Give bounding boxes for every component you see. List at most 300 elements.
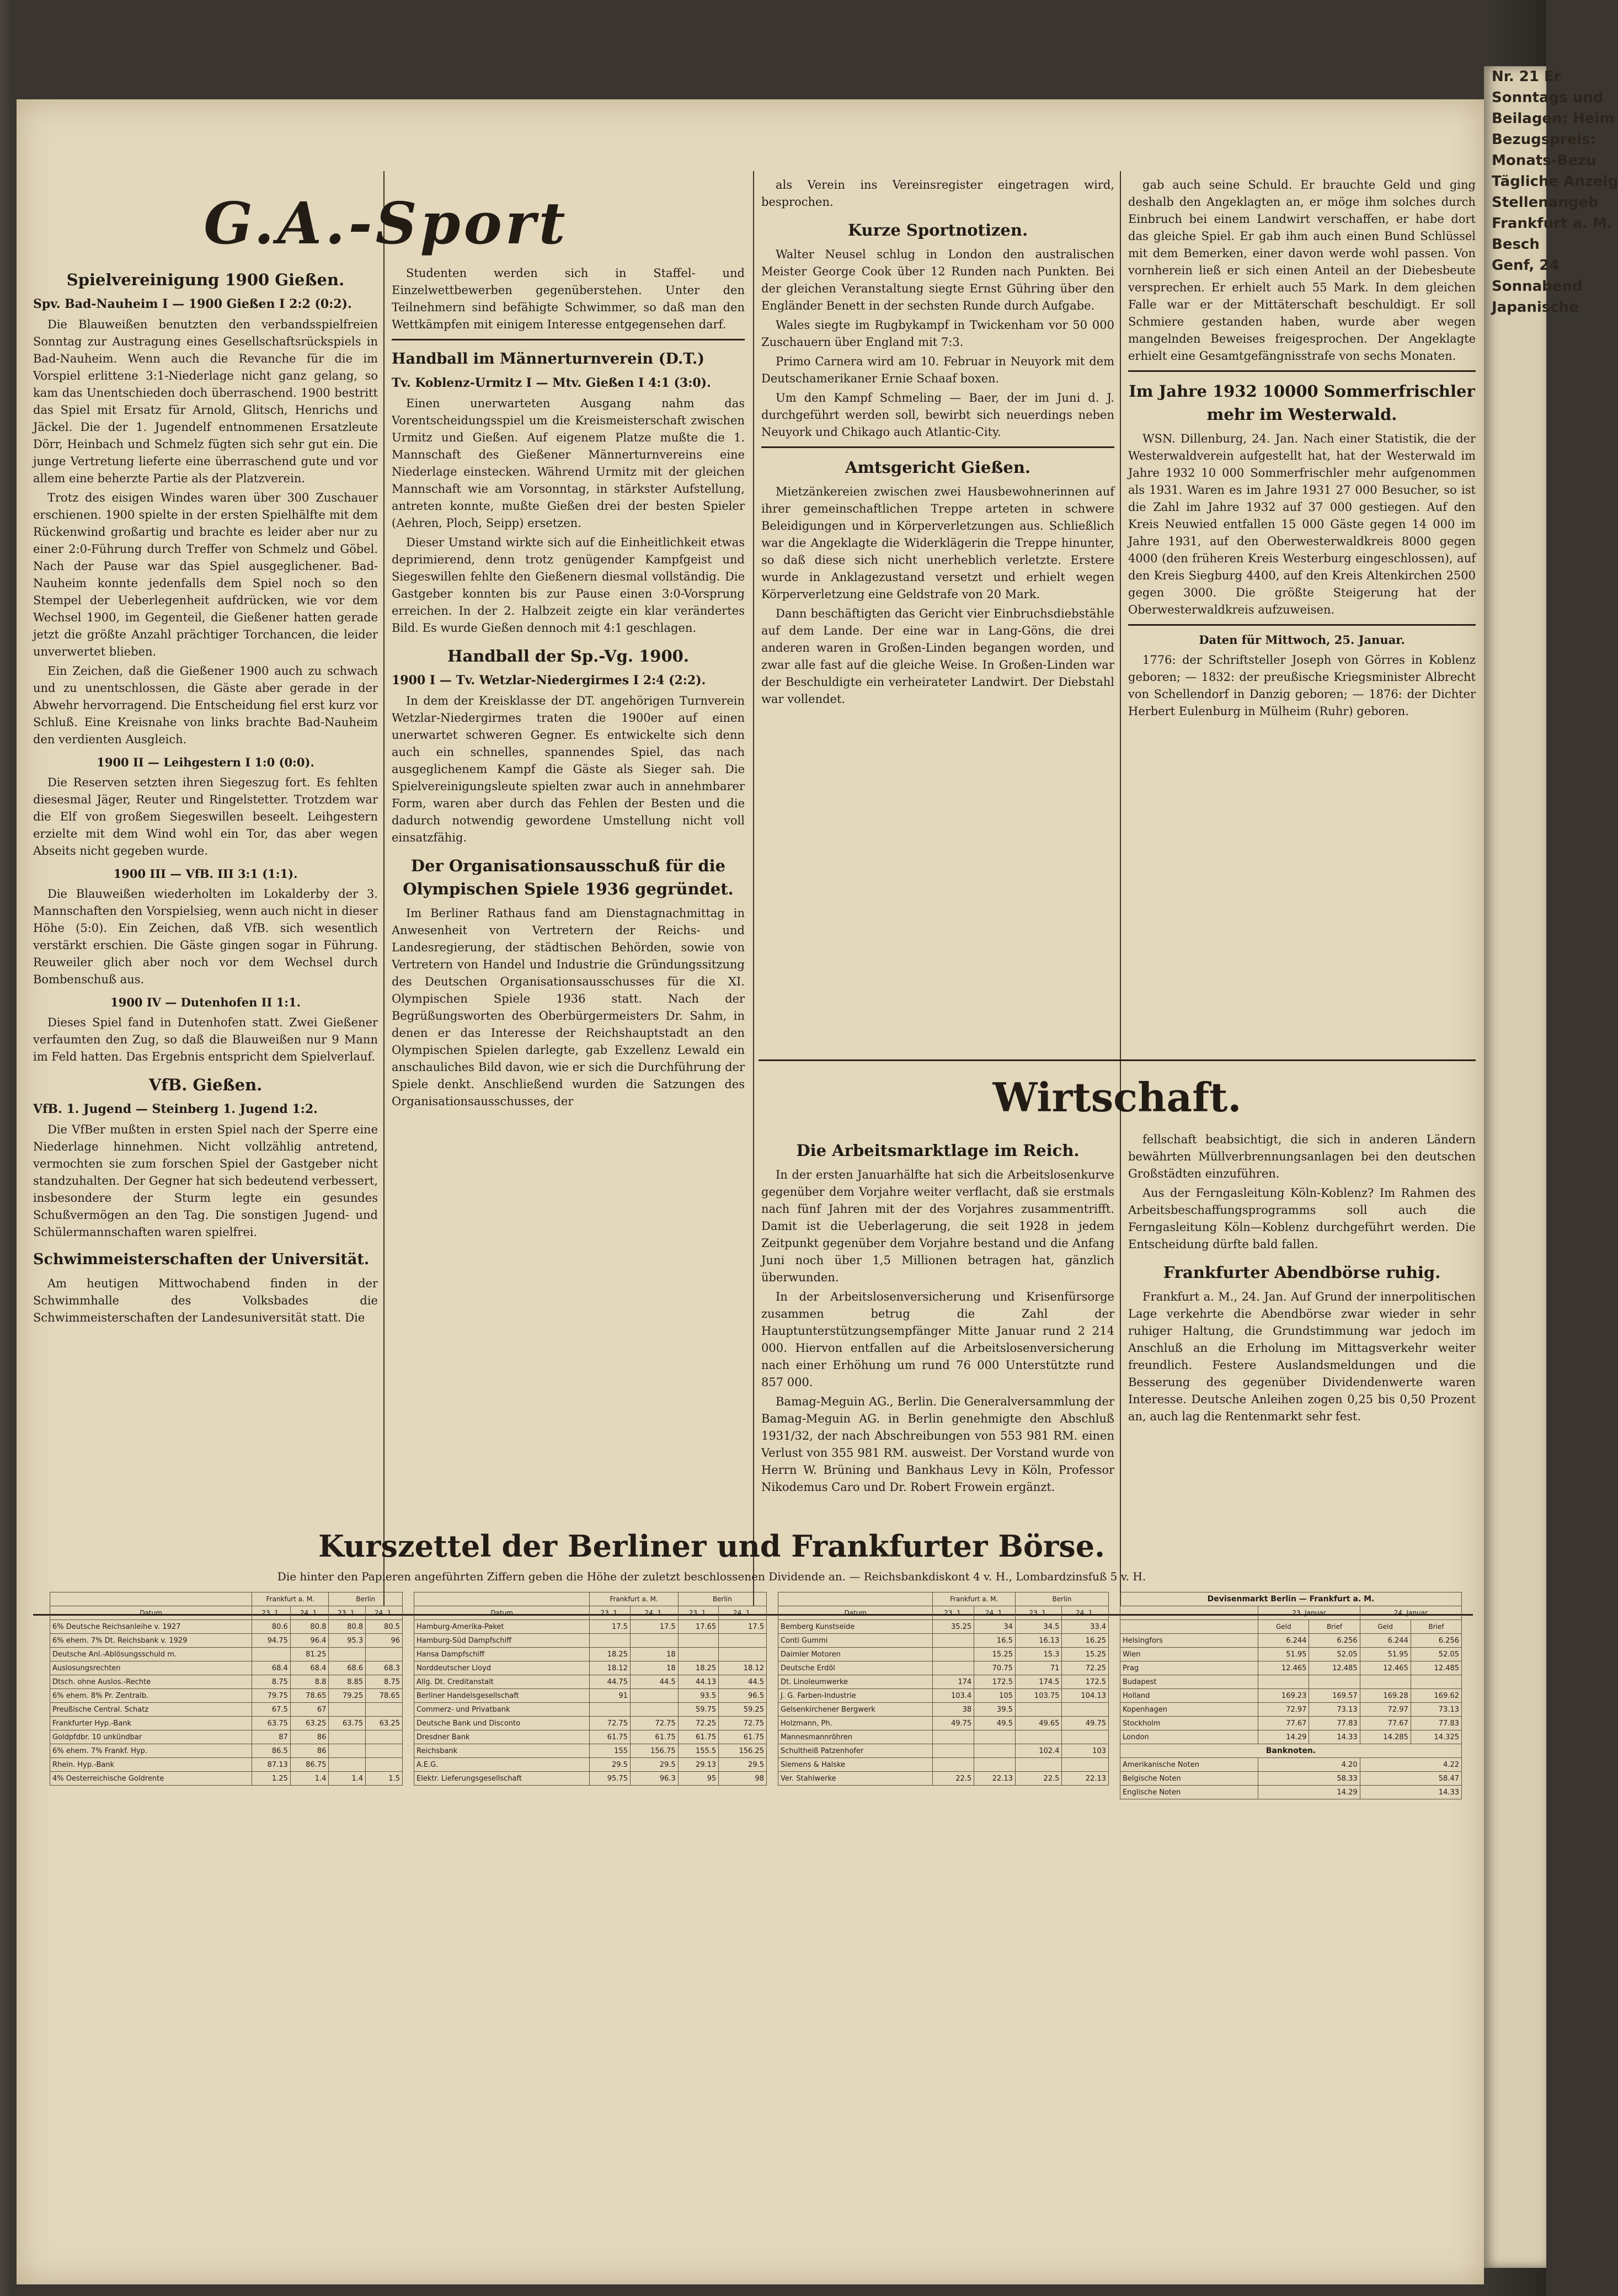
table-cell: 35.25	[933, 1620, 974, 1634]
table-cell: 15.25	[1062, 1648, 1109, 1661]
table-cell: 96	[366, 1634, 403, 1648]
article-text: Primo Carnera wird am 10. Februar in Neuyork mit dem Deutschamerikaner Ernie Schaaf boxen.	[761, 355, 1114, 385]
table-cell	[678, 1634, 719, 1648]
article-text: 1900 IV — Dutenhofen II 1:1.	[110, 995, 301, 1009]
table-cell: 51.95	[1360, 1648, 1411, 1661]
table-cell: 73.13	[1309, 1703, 1360, 1717]
table-cell	[1015, 1730, 1062, 1744]
table-cell	[1062, 1703, 1109, 1717]
table-cell: Schultheiß Patzenhofer	[778, 1744, 933, 1758]
table-cell: 155	[590, 1744, 631, 1758]
table-cell: 52.05	[1309, 1648, 1360, 1661]
table-cell: 18.12	[719, 1661, 767, 1675]
table-cell	[630, 1703, 678, 1717]
table-cell: 169.28	[1360, 1689, 1411, 1703]
table-cell: 44.5	[719, 1675, 767, 1689]
table-cell: Datum	[778, 1606, 933, 1620]
edge-text: Monats-Bezu	[1492, 152, 1596, 169]
table-cell: 18.12	[590, 1661, 631, 1675]
table-cell	[252, 1648, 291, 1661]
article-text: In der ersten Januarhälfte hat sich die Arbeitslosenkurve gegenüber dem Vorjahre weiter verflacht, daß sie erstmals nach fünf Jahren mit der des Vorjahres zusammentrifft. Damit ist die Ueberlagerung, die seit 1928 in jedem Zeitpunkt gegenüber dem Vorjahre bestand und die Anfang Juni noch über 1,5 Millionen betragen hat, gänzlich überwunden.	[761, 1168, 1114, 1284]
table-cell	[974, 1744, 1016, 1758]
table-cell: 174	[933, 1675, 974, 1689]
table-cell: 72.25	[678, 1717, 719, 1730]
table-cell: Norddeutscher Lloyd	[414, 1661, 590, 1675]
table-cell: 1.25	[252, 1772, 291, 1786]
table-cell: 77.83	[1309, 1717, 1360, 1730]
table-cell: Brief	[1411, 1620, 1461, 1634]
devisen-table	[1120, 1592, 1462, 1799]
table-cell: 72.97	[1360, 1703, 1411, 1717]
table-cell: Wien	[1120, 1648, 1258, 1661]
wirtschaft-header	[761, 1068, 1473, 1128]
article-text: Spv. Bad-Nauheim I — 1900 Gießen I 2:2 (0:2).	[33, 297, 352, 311]
table-cell: Auslosungsrechten	[50, 1661, 252, 1675]
table-cell: Datum	[50, 1606, 252, 1620]
article-text: Dieses Spiel fand in Dutenhofen statt. Zwei Gießener verfaumten den Zug, so daß die Blauweißen nur 9 Mann im Feld hatten. Das Ergebnis entspricht dem Spielverlauf.	[33, 1016, 378, 1063]
table-cell: 70.75	[974, 1661, 1016, 1675]
table-cell: 17.5	[630, 1620, 678, 1634]
table-cell: 23. 1.	[590, 1606, 631, 1620]
table-cell: A.E.G.	[414, 1758, 590, 1772]
table-cell: 169.23	[1258, 1689, 1309, 1703]
table-cell: 6% ehem. 7% Dt. Reichsbank v. 1929	[50, 1634, 252, 1648]
table-cell: 52.05	[1411, 1648, 1461, 1661]
article-text: Frankfurt a. M., 24. Jan. Auf Grund der innerpolitischen Lage verkehrte die Abendbörse zwar wieder in sehr ruhiger Haltung, die Grundstimmung war jedoch im Anschluß an die Erholung im Mittagsverkehr weiter freundlich. Festere Auslandsmeldungen und die Besserung des gegenüber Dividendenwerte waren Interesse. Deutsche Anleihen zogen 0,25 bis 0,50 Prozent an, auch lag die Rentenmarkt sehr fest.	[1128, 1290, 1476, 1423]
table-cell: 61.75	[630, 1730, 678, 1744]
table-cell: 12.465	[1360, 1661, 1411, 1675]
column-rule	[383, 171, 385, 1606]
sport-masthead: G.A.-Sport	[204, 189, 569, 257]
table-cell: 14.325	[1411, 1730, 1461, 1744]
article-text: Die Blauweißen benutzten den verbandsspielfreien Sonntag zur Austragung eines Gesellschaftsrückspiels in Bad-Nauheim. Wenn auch die Revanche für die im Vorspiel erlittene 3:1-Niederlage nicht ganz gelang, so kam das Unentschieden doch überraschend. 1900 bestritt das Spiel mit Ersatz für Arnold, Glitsch, Henrichs und Jäckel. Die der 1. Jugendelf entnommenen Ersatzleute Dörr, Heinbach und Schmelz fügten sich sehr gut ein. Die junge Vertretung lieferte eine überraschend gute und vor allem eine beherzte Partie als der Platzverein.	[33, 318, 378, 485]
article-text: Handball im Männerturnverein (D.T.)	[392, 350, 704, 367]
table-cell: Siemens & Halske	[778, 1758, 933, 1772]
article-text: 1776: der Schriftsteller Joseph von Görres in Koblenz geboren; — 1832: der preußische Kriegsminister Albrecht von Schellendorf in Danzig geboren; — 1876: der Dichter Herbert Eulenburg in Mülheim (Ruhr) geboren.	[1128, 653, 1476, 718]
table-cell: Frankfurt a. M.	[252, 1592, 329, 1606]
table-cell: 18.25	[590, 1648, 631, 1661]
table-cell: 95	[678, 1772, 719, 1786]
table-cell: Berliner Handelsgesellschaft	[414, 1689, 590, 1703]
table-cell: Geld	[1360, 1620, 1411, 1634]
table-cell: 77.67	[1360, 1717, 1411, 1730]
article-text: Die VfBer mußten in ersten Spiel nach der Sperre eine Niederlage hinnehmen. Nicht vollzählig antretend, vermochten sie zum forschen Spiel der Gastgeber nicht standzuhalten. Der Gegner hat sich bedeutend verbessert, insbesondere der Sturm legte ein gesundes Schußvermögen an den Tag. Die sonstigen Jugend- und Schülermannschaften waren spielfrei.	[33, 1123, 378, 1239]
table-cell: Berlin	[678, 1592, 766, 1606]
table-cell: 22.5	[933, 1772, 974, 1786]
table-cell: 103	[1062, 1744, 1109, 1758]
table-cell: 29.5	[719, 1758, 767, 1772]
table-cell: 169.57	[1309, 1689, 1360, 1703]
table-cell	[329, 1744, 366, 1758]
table-cell: 15.25	[974, 1648, 1016, 1661]
table-cell	[1411, 1675, 1461, 1689]
article-text	[392, 339, 745, 340]
article-text: In der Arbeitslosenversicherung und Krisenfürsorge zusammen betrug die Zahl der Hauptunterstützungsempfänger Mitte Januar rund 2 214 000. Hiervon entfallen auf die Arbeitslosenversicherung nach einer Erhöhung um rund 76 000 Unterstützte rund 857 000.	[761, 1290, 1114, 1389]
table-cell: 17.5	[590, 1620, 631, 1634]
article-text: als Verein ins Vereinsregister eingetragen wird, besprochen.	[761, 178, 1114, 209]
table-cell: 87.13	[252, 1758, 291, 1772]
table-cell	[933, 1730, 974, 1744]
article-text: Im Jahre 1932 10000 Sommerfrischler mehr im Westerwald.	[1129, 382, 1475, 424]
table-cell: Holland	[1120, 1689, 1258, 1703]
table-cell: 77.83	[1411, 1717, 1461, 1730]
table-cell: Kopenhagen	[1120, 1703, 1258, 1717]
table-cell: Ver. Stahlwerke	[778, 1772, 933, 1786]
table-cell: Belgische Noten	[1120, 1772, 1258, 1786]
table-cell: 67.5	[252, 1703, 291, 1717]
table-cell: 24. 1.	[290, 1606, 329, 1620]
table-cell: 78.65	[290, 1689, 329, 1703]
table-cell: 156.75	[630, 1744, 678, 1758]
table-cell: J. G. Farben-Industrie	[778, 1689, 933, 1703]
article-text: fellschaft beabsichtigt, die sich in anderen Ländern bewährten Müllverbrennungsanlagen bei den deutschen Großstädten einzuführen.	[1128, 1133, 1476, 1180]
edge-text: Frankfurt a. M.	[1492, 215, 1612, 232]
table-cell: 156.25	[719, 1744, 767, 1758]
table-cell	[719, 1648, 767, 1661]
table-cell: 103.75	[1015, 1689, 1062, 1703]
table-cell: 14.29	[1258, 1730, 1309, 1744]
table-cell: 33.4	[1062, 1620, 1109, 1634]
table-cell: 16.25	[1062, 1634, 1109, 1648]
table-cell: Rhein. Hyp.-Bank	[50, 1758, 252, 1772]
table-cell: 67	[290, 1703, 329, 1717]
table-cell: 172.5	[974, 1675, 1016, 1689]
kurs-table-3	[778, 1592, 1109, 1786]
table-cell: 77.67	[1258, 1717, 1309, 1730]
table-cell: 103.4	[933, 1689, 974, 1703]
article-text: Dieser Umstand wirkte sich auf die Einheitlichkeit etwas deprimierend, denn trotz genügender Kampfgeist und Siegeswillen fehlte den Gießenern diesmal vollständig. Die Gastgeber konnten bis zur Pause einen 3:0-Vorsprung erreichen. In der 2. Halbzeit zeigte ein klar verändertes Bild. Es wurde Gießen dennoch mit 4:1 geschlagen.	[392, 536, 745, 635]
edge-text: Besch	[1492, 236, 1540, 253]
table-cell: 72.75	[719, 1717, 767, 1730]
table-cell: Stockholm	[1120, 1717, 1258, 1730]
table-cell: 86	[290, 1730, 329, 1744]
table-cell: 68.4	[290, 1661, 329, 1675]
table-cell: 23. 1.	[678, 1606, 719, 1620]
table-cell: 12.485	[1309, 1661, 1360, 1675]
article-text: Dann beschäftigten das Gericht vier Einbruchsdiebstähle auf dem Lande. Der eine war in Lang-Göns, die drei anderen waren in Großen-Linden begangen worden, und zwar alle fast auf die gleiche Weise. In Großen-Linden war der Beschuldigte ein verheirateter Landwirt. Der Diebstahl war vollendet.	[761, 607, 1114, 706]
table-cell: Prag	[1120, 1661, 1258, 1675]
edge-text: Tägliche Anzeig	[1492, 173, 1618, 190]
table-cell	[933, 1634, 974, 1648]
kurs-table-2	[414, 1592, 767, 1786]
article-text: Die Blauweißen wiederholten im Lokalderby der 3. Mannschaften den Vorspielsieg, wenn auch nicht in dieser Höhe (5:0). Ein Zeichen, daß VfB. sich wesentlich verstärkt erschien. Die Gäste gingen sogar in Führung. Reuweiler glich aber noch vor dem Wechsel durch Bombenschuß aus.	[33, 887, 378, 986]
table-cell: 6.244	[1258, 1634, 1309, 1648]
table-cell: Elektr. Lieferungsgesellschaft	[414, 1772, 590, 1786]
section-rule	[759, 1059, 1476, 1061]
table-cell: Allg. Dt. Creditanstalt	[414, 1675, 590, 1689]
table-cell	[933, 1648, 974, 1661]
table-cell	[630, 1634, 678, 1648]
article-text: Die Arbeitsmarktlage im Reich.	[796, 1141, 1080, 1160]
table-cell	[366, 1648, 403, 1661]
table-cell: 104.13	[1062, 1689, 1109, 1703]
table-cell: 61.75	[678, 1730, 719, 1744]
table-cell: Bemberg Kunstseide	[778, 1620, 933, 1634]
table-cell: 12.485	[1411, 1661, 1461, 1675]
table-cell: 49.5	[974, 1717, 1016, 1730]
article-text: In dem der Kreisklasse der DT. angehörigen Turnverein Wetzlar-Niedergirmes traten die 1900er auf einen unerwartet schweren Gegner. Es entwickelte sich denn auch ein schnelles, spannendes Spiel, das nach ausgeglichenem Kampf die Gäste als Sieger sah. Die Spielvereinigungsleute spielten zwar auch in annehmbarer Form, waren aber durch das Fehlen der Besten und die dadurch notwendig gewordene Umstellung nicht voll einsatzfähig.	[392, 694, 745, 844]
table-cell: 29.5	[590, 1758, 631, 1772]
edge-text: Beilagen: Heim	[1492, 110, 1615, 127]
table-cell: Deutsche Bank und Disconto	[414, 1717, 590, 1730]
table-cell: 80.6	[252, 1620, 291, 1634]
table-cell	[329, 1648, 366, 1661]
table-cell: 23. 1.	[933, 1606, 974, 1620]
table-cell: 72.25	[1062, 1661, 1109, 1675]
table-cell: 23. Januar	[1258, 1606, 1360, 1620]
table-cell	[366, 1730, 403, 1744]
table-cell: 17.5	[719, 1620, 767, 1634]
table-cell: 63.75	[252, 1717, 291, 1730]
table-cell: 72.97	[1258, 1703, 1309, 1717]
table-cell: Amerikanische Noten	[1120, 1758, 1258, 1772]
table-cell: 38	[933, 1703, 974, 1717]
table-cell: 18.25	[678, 1661, 719, 1675]
table-cell: Goldpfdbr. 10 unkündbar	[50, 1730, 252, 1744]
table-cell: Conti Gummi	[778, 1634, 933, 1648]
table-cell: 44.13	[678, 1675, 719, 1689]
table-cell: 102.4	[1015, 1744, 1062, 1758]
article-text: Walter Neusel schlug in London den australischen Meister George Cook über 12 Runden nach Punkten. Bei der gleichen Veranstaltung siegte Ernst Gühring über den Engländer Benett in der sechsten Runde durch Aufgabe.	[761, 248, 1114, 312]
table-cell: 29.13	[678, 1758, 719, 1772]
table-cell: 1.5	[366, 1772, 403, 1786]
article-text: WSN. Dillenburg, 24. Jan. Nach einer Statistik, die der Westerwaldverein aufgestellt hat, hat der Westerwald im Jahre 1932 10 000 Sommerfrischler mehr aufgenommen als 1931. Waren es im Jahre 1931 27 000 Besucher, so ist die Zahl im Jahre 1932 auf 37 000 gestiegen. Auf den Kreis Neuwied entfallen 15 000 Gäste gegen 14 000 im Jahre 1931, auf den Oberwesterwaldkreis 8000 gegen 4000 (den früheren Kreis Westerburg eingeschlossen), auf den Kreis Siegburg 4400, auf den Kreis Altenkirchen 2500 gegen 3000. Die größte Steigerung hat der Oberwesterwaldkreis aufzuweisen.	[1128, 432, 1476, 616]
table-cell: 80.5	[366, 1620, 403, 1634]
article-text: Die Reserven setzten ihren Siegeszug fort. Es fehlten diesesmal Jäger, Reuter und Ringelstetter. Trotzdem war die Elf von großem Siegeswillen beseelt. Leihgestern erzielte mit dem Wind wohl ein Tor, das aber wegen Abseits nicht gegeben wurde.	[33, 776, 378, 857]
table-cell	[778, 1592, 933, 1606]
table-cell: Commerz- und Privatbank	[414, 1703, 590, 1717]
article-text: Am heutigen Mittwochabend finden in der Schwimmhalle des Volksbades die Schwimmeisterschaften der Landesuniversität statt. Die	[33, 1277, 378, 1324]
article-text	[1128, 370, 1476, 372]
table-cell	[366, 1758, 403, 1772]
table-cell: 96.4	[290, 1634, 329, 1648]
table-cell: Budapest	[1120, 1675, 1258, 1689]
table-cell: 4% Oesterreichische Goldrente	[50, 1772, 252, 1786]
article-text: Daten für Mittwoch, 25. Januar.	[1199, 633, 1405, 647]
table-cell: Hamburg-Süd Dampfschiff	[414, 1634, 590, 1648]
newspaper-page	[17, 99, 1484, 2284]
table-cell: 14.29	[1258, 1786, 1360, 1799]
article-text	[761, 446, 1114, 448]
table-cell: Deutsche Anl.-Ablösungsschuld m.	[50, 1648, 252, 1661]
table-cell: Datum	[414, 1606, 590, 1620]
table-cell: 16.5	[974, 1634, 1016, 1648]
table-cell: 174.5	[1015, 1675, 1062, 1689]
article-text: Trotz des eisigen Windes waren über 300 Zuschauer erschienen. 1900 spielte in der ersten Spielhälfte mit dem Rückenwind großartig und brachte es leider aber nur zu einer 2:0-Führung durch Treffer von Schmelz und Göbel. Nach der Pause war das Spiel ausgeglichener. Bad-Nauheim konnte jedenfalls dem Spiel noch so den Stempel der Ueberlegenheit aufdrücken, wie vor dem Wechsel 1900, im Gegenteil, die Gießener hatten gerade jetzt die größte Anzahl prächtiger Torchancen, die leider unverwertet blieben.	[33, 491, 378, 658]
table-cell: 24. 1.	[366, 1606, 403, 1620]
table-cell: 93.5	[678, 1689, 719, 1703]
table-cell: 22.13	[1062, 1772, 1109, 1786]
table-cell: 6.256	[1309, 1634, 1360, 1648]
table-cell: 105	[974, 1689, 1016, 1703]
table-cell: 61.75	[590, 1730, 631, 1744]
table-cell: 87	[252, 1730, 291, 1744]
table-cell: 14.33	[1309, 1730, 1360, 1744]
table-cell: 44.75	[590, 1675, 631, 1689]
table-cell: 8.8	[290, 1675, 329, 1689]
table-cell: 95.75	[590, 1772, 631, 1786]
edge-text: Bezugspreis:	[1492, 131, 1596, 148]
article-text	[1128, 624, 1476, 626]
table-cell: 24. 1.	[974, 1606, 1016, 1620]
table-cell	[50, 1592, 252, 1606]
table-cell: 15.3	[1015, 1648, 1062, 1661]
article-text: Wirtschaft.	[992, 1074, 1242, 1121]
table-cell: 58.33	[1258, 1772, 1360, 1786]
table-cell	[366, 1744, 403, 1758]
table-cell: 79.75	[252, 1689, 291, 1703]
article-text: Studenten werden sich in Staffel- und Einzelwettbewerben gegenüberstehen. Unter den Teilnehmern sind befähigte Schwimmer, so daß man den Wettkämpfen mit einigem Interesse entgegensehen darf.	[392, 267, 745, 331]
table-cell	[1309, 1675, 1360, 1689]
table-cell: 23. 1.	[1015, 1606, 1062, 1620]
table-cell: 79.25	[329, 1689, 366, 1703]
table-cell: 16.13	[1015, 1634, 1062, 1648]
table-cell: 51.95	[1258, 1648, 1309, 1661]
table-cell: Frankfurt a. M.	[933, 1592, 1015, 1606]
column-4	[1128, 177, 1476, 1054]
table-cell: 23. 1.	[329, 1606, 366, 1620]
table-cell: 96.5	[719, 1689, 767, 1703]
edge-text: Sonnabend	[1492, 278, 1583, 295]
table-cell: 22.13	[974, 1772, 1016, 1786]
table-cell: 81.25	[290, 1648, 329, 1661]
table-cell: 6.244	[1360, 1634, 1411, 1648]
table-cell: Brief	[1309, 1620, 1360, 1634]
table-cell	[329, 1703, 366, 1717]
table-cell: 86.75	[290, 1758, 329, 1772]
adjacent-page-edge	[1484, 66, 1618, 2268]
table-cell: 1.4	[329, 1772, 366, 1786]
edge-text: Stellenangeb	[1492, 194, 1599, 211]
table-cell	[933, 1758, 974, 1772]
article-text: 1900 III — VfB. III 3:1 (1:1).	[113, 867, 298, 881]
table-cell: Geld	[1258, 1620, 1309, 1634]
table-cell: 86.5	[252, 1744, 291, 1758]
table-cell: Berlin	[329, 1592, 403, 1606]
table-cell: 14.33	[1360, 1786, 1461, 1799]
edge-text: Japanische	[1492, 299, 1579, 316]
table-cell: Dresdner Bank	[414, 1730, 590, 1744]
table-cell: 49.75	[1062, 1717, 1109, 1730]
table-cell	[678, 1648, 719, 1661]
table-cell: Dtsch. ohne Auslos.-Rechte	[50, 1675, 252, 1689]
headline: Spielvereinigung 1900 Gießen.	[66, 270, 345, 289]
kurszettel-note: Die hinter den Papieren angeführten Ziffern geben die Höhe der zuletzt beschlossenen Dividende an. — Reichsbankdiskont 4 v. H., Lombardzinsfuß 5 v. H.	[277, 1570, 1146, 1583]
table-cell: 68.4	[252, 1661, 291, 1675]
column-rule	[753, 171, 754, 1606]
table-cell: 61.75	[719, 1730, 767, 1744]
table-cell	[366, 1703, 403, 1717]
table-cell	[630, 1689, 678, 1703]
table-cell: Frankfurt a. M.	[590, 1592, 678, 1606]
table-cell: 78.65	[366, 1689, 403, 1703]
table-cell: 68.3	[366, 1661, 403, 1675]
table-cell: 23. 1.	[252, 1606, 291, 1620]
table-cell: 63.25	[366, 1717, 403, 1730]
table-cell	[414, 1592, 590, 1606]
table-cell: Banknoten.	[1120, 1744, 1462, 1758]
article-text: Ein Zeichen, daß die Gießener 1900 auch zu schwach und zu unentschlossen, die Gäste aber gerade in der Abwehr hervorragend. Die Entscheidung fiel erst kurz vor Schluß. Eine Kreisnahe von links brachte Bad-Nauheim den verdienten Ausgleich.	[33, 664, 378, 746]
table-cell	[1360, 1675, 1411, 1689]
table-cell: Helsingfors	[1120, 1634, 1258, 1648]
table-cell: 4.20	[1258, 1758, 1360, 1772]
table-cell: 18	[630, 1648, 678, 1661]
table-cell: 12.465	[1258, 1661, 1309, 1675]
table-cell	[1120, 1606, 1258, 1620]
table-cell: 8.85	[329, 1675, 366, 1689]
table-cell: Daimler Motoren	[778, 1648, 933, 1661]
table-cell	[1062, 1758, 1109, 1772]
table-cell: 91	[590, 1689, 631, 1703]
table-cell: 71	[1015, 1661, 1062, 1675]
article-text: Bamag-Meguin AG., Berlin. Die Generalversammlung der Bamag-Meguin AG. in Berlin genehmigte den Abschluß 1931/32, der nach Abschreibungen von 553 981 RM. einen Verlust von 355 981 RM. ausweist. Der Vorstand wurde von Herrn W. Brüning und Bankhaus Levy in Köln, Professor Nikodemus Caro und Dr. Robert Frowein ergänzt.	[761, 1395, 1114, 1494]
table-cell: Devisenmarkt Berlin — Frankfurt a. M.	[1120, 1592, 1462, 1606]
table-cell	[590, 1634, 631, 1648]
table-cell: 73.13	[1411, 1703, 1461, 1717]
table-cell: 169.62	[1411, 1689, 1461, 1703]
column-rule	[1120, 171, 1121, 1606]
table-cell: Gelsenkirchener Bergwerk	[778, 1703, 933, 1717]
article-text: gab auch seine Schuld. Er brauchte Geld und ging deshalb den Angeklagten an, er möge ihm solches durch Einbruch bei einem Landwirt verschaffen, er habe dort das gleiche Spiel. Er gab ihm auch einen Bund Schlüssel mit dem Bemerken, einer davon werde wohl passen. Von vornherein ließ er sich einen Anteil an der Diebesbeute versprechen. Er erhielt auch 55 Mark. In dem gleichen Falle war er der Mittäterschaft beschuldigt. Er soll Schmiere gestanden haben, wurde aber wegen mangelnden Beweises freigesprochen. Der Angeklagte erhielt eine Gesamtgefängnisstrafe von sechs Monaten.	[1128, 178, 1476, 363]
article-text: Im Berliner Rathaus fand am Dienstagnachmittag in Anwesenheit von Vertretern der Reichs- und Landesregierung, der städtischen Behörden, sowie von Vertretern von Handel und Industrie die Gründungssitzung des Deutschen Organisationsausschusses für die XI. Olympischen Spiele 1936 statt. Nach der Begrüßungsworten des Oberbürgermeisters Dr. Sahm, in denen er das Interesse der Reichshauptstadt an den Olympischen Spielen darlegte, gab Exzellenz Lewald ein anschauliches Bild davon, wie er sich die Durchführung der Spiele denkt. Anschließend wurden die Satzungen des Organisationsausschusses, der	[392, 907, 745, 1108]
table-cell: 4.22	[1360, 1758, 1461, 1772]
table-cell: 6% ehem. 8% Pr. Zentralb.	[50, 1689, 252, 1703]
table-cell: 39.5	[974, 1703, 1016, 1717]
table-cell: Berlin	[1015, 1592, 1108, 1606]
article-text: 1900 II — Leihgestern I 1:0 (0:0).	[97, 755, 314, 769]
article-text: 1900 I — Tv. Wetzlar-Niedergirmes I 2:4 (2:2).	[392, 673, 706, 688]
article-text: Schwimmeisterschaften der Universität.	[33, 1251, 370, 1268]
table-cell: 59.25	[719, 1703, 767, 1717]
table-cell: Reichsbank	[414, 1744, 590, 1758]
table-cell: Hansa Dampfschiff	[414, 1648, 590, 1661]
table-cell	[974, 1758, 1016, 1772]
table-cell: 72.75	[630, 1717, 678, 1730]
table-cell: Preußische Central. Schatz	[50, 1703, 252, 1717]
edge-text: Genf, 24	[1492, 257, 1560, 274]
table-cell: 49.65	[1015, 1717, 1062, 1730]
table-cell	[719, 1634, 767, 1648]
table-cell	[1015, 1703, 1062, 1717]
article-text: Der Organisationsausschuß für die Olympischen Spiele 1936 gegründet.	[403, 856, 734, 898]
table-cell	[933, 1661, 974, 1675]
table-cell: 94.75	[252, 1634, 291, 1648]
table-cell: 14.285	[1360, 1730, 1411, 1744]
article-text: Handball der Sp.-Vg. 1900.	[447, 647, 689, 665]
table-cell: 34	[974, 1620, 1016, 1634]
table-cell: 29.5	[630, 1758, 678, 1772]
table-cell	[1120, 1620, 1258, 1634]
article-text: Kurze Sportnotizen.	[847, 221, 1028, 239]
table-cell	[329, 1758, 366, 1772]
table-cell: 155.5	[678, 1744, 719, 1758]
article-text: Amtsgericht Gießen.	[845, 458, 1031, 477]
article-text: Mietzänkereien zwischen zwei Hausbewohnerinnen auf ihrer gemeinschaftlichen Treppe arteten in schwere Beleidigungen und in Körperverletzungen aus. Schließlich war die Angeklagte die Widerklägerin die Treppe hinunter, so daß diese sich nicht unerheblich verletzte. Erstere wurde in Anklagezustand versetzt und erhielt wegen Körperverletzung eine Geldstrafe von 20 Mark.	[761, 485, 1114, 601]
table-cell: 6% ehem. 7% Frankf. Hyp.	[50, 1744, 252, 1758]
column-3	[761, 177, 1114, 1054]
table-cell: Deutsche Erdöl	[778, 1661, 933, 1675]
table-cell	[933, 1744, 974, 1758]
table-cell	[974, 1730, 1016, 1744]
table-cell	[329, 1730, 366, 1744]
table-cell: 172.5	[1062, 1675, 1109, 1689]
kurs-table-1	[50, 1592, 403, 1786]
table-cell: 17.65	[678, 1620, 719, 1634]
article-text: Einen unerwarteten Ausgang nahm das Vorentscheidungsspiel um die Kreismeisterschaft zwischen Urmitz und Gießen. Auf eigenem Platze mußte die 1. Mannschaft des Gießener Männerturnvereins eine Niederlage einstecken. Während Urmitz mit der gleichen Mannschaft wie am Vorsonntag, in stärkster Aufstellung, antreten konnte, mußte Gießen drei der besten Spieler (Aehren, Ploch, Seipp) ersetzen.	[392, 397, 745, 530]
table-cell	[590, 1703, 631, 1717]
table-cell: 24. 1.	[719, 1606, 767, 1620]
table-cell	[1015, 1758, 1062, 1772]
